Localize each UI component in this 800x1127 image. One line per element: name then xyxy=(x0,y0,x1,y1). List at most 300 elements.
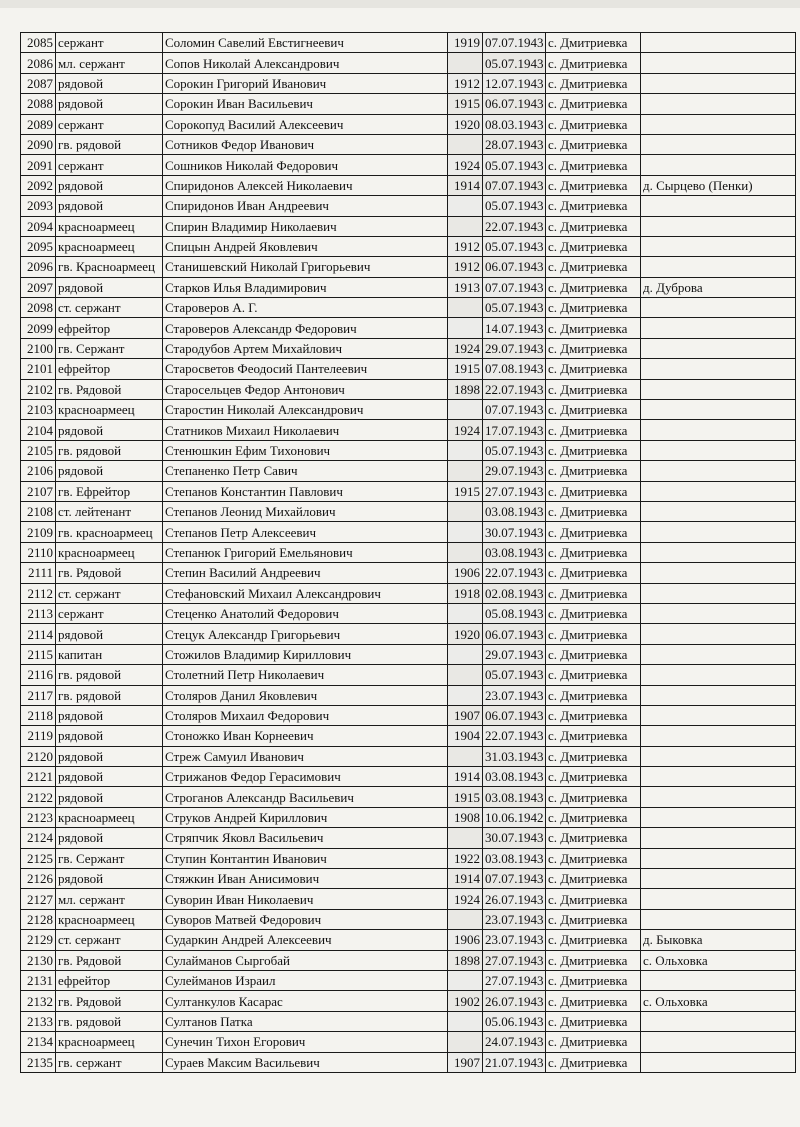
table-row xyxy=(21,318,796,338)
rank-cell: рядовой xyxy=(56,420,163,440)
death-date-cell: 07.07.1943 xyxy=(483,175,546,195)
note-cell xyxy=(641,685,796,705)
death-date-cell: 22.07.1943 xyxy=(483,726,546,746)
rank-cell: рядовой xyxy=(56,705,163,725)
table-row xyxy=(21,787,796,807)
rank-cell: гв. рядовой xyxy=(56,134,163,154)
record-number: 2095 xyxy=(21,236,56,256)
rank-cell: красноармеец xyxy=(56,542,163,562)
death-date-cell: 28.07.1943 xyxy=(483,134,546,154)
table-row xyxy=(21,726,796,746)
death-date-cell: 27.07.1943 xyxy=(483,970,546,990)
birth-year-cell xyxy=(448,828,483,848)
death-date-cell: 06.07.1943 xyxy=(483,705,546,725)
record-number: 2127 xyxy=(21,889,56,909)
birth-year-cell: 1920 xyxy=(448,114,483,134)
record-number: 2126 xyxy=(21,869,56,889)
note-cell xyxy=(641,53,796,73)
death-date-cell: 22.07.1943 xyxy=(483,563,546,583)
note-cell xyxy=(641,114,796,134)
burial-place-cell: с. Дмитриевка xyxy=(546,665,641,685)
birth-year-cell: 1924 xyxy=(448,155,483,175)
note-cell xyxy=(641,624,796,644)
table-row xyxy=(21,481,796,501)
death-date-cell: 30.07.1943 xyxy=(483,522,546,542)
table-row xyxy=(21,461,796,481)
rank-cell: ефрейтор xyxy=(56,970,163,990)
note-cell xyxy=(641,318,796,338)
birth-year-cell: 1913 xyxy=(448,277,483,297)
rank-cell: сержант xyxy=(56,603,163,623)
name-cell: Соломин Савелий Евстигнеевич xyxy=(163,33,448,53)
birth-year-cell: 1914 xyxy=(448,175,483,195)
name-cell: Султанкулов Касарас xyxy=(163,991,448,1011)
death-date-cell: 29.07.1943 xyxy=(483,644,546,664)
table-row xyxy=(21,991,796,1011)
rank-cell: красноармеец xyxy=(56,1032,163,1052)
name-cell: Стенюшкин Ефим Тихонович xyxy=(163,440,448,460)
burial-place-cell: с. Дмитриевка xyxy=(546,991,641,1011)
table-row xyxy=(21,277,796,297)
rank-cell: гв. Сержант xyxy=(56,848,163,868)
record-number: 2124 xyxy=(21,828,56,848)
birth-year-cell: 1898 xyxy=(448,950,483,970)
record-number: 2113 xyxy=(21,603,56,623)
rank-cell: гв. рядовой xyxy=(56,440,163,460)
birth-year-cell: 1915 xyxy=(448,787,483,807)
note-cell xyxy=(641,134,796,154)
rank-cell: рядовой xyxy=(56,73,163,93)
table-row xyxy=(21,53,796,73)
rank-cell: мл. сержант xyxy=(56,889,163,909)
death-date-cell: 07.07.1943 xyxy=(483,33,546,53)
note-cell xyxy=(641,705,796,725)
record-number: 2123 xyxy=(21,807,56,827)
note-cell xyxy=(641,501,796,521)
death-date-cell: 26.07.1943 xyxy=(483,889,546,909)
table-row xyxy=(21,542,796,562)
record-number: 2119 xyxy=(21,726,56,746)
record-number: 2098 xyxy=(21,298,56,318)
burial-place-cell: с. Дмитриевка xyxy=(546,440,641,460)
burial-place-cell: с. Дмитриевка xyxy=(546,277,641,297)
burial-place-cell: с. Дмитриевка xyxy=(546,461,641,481)
death-date-cell: 05.07.1943 xyxy=(483,665,546,685)
birth-year-cell: 1906 xyxy=(448,930,483,950)
birth-year-cell xyxy=(448,522,483,542)
record-number: 2114 xyxy=(21,624,56,644)
table-row xyxy=(21,1052,796,1072)
note-cell xyxy=(641,379,796,399)
record-number: 2120 xyxy=(21,746,56,766)
death-date-cell: 30.07.1943 xyxy=(483,828,546,848)
rank-cell: рядовой xyxy=(56,869,163,889)
birth-year-cell xyxy=(448,134,483,154)
note-cell xyxy=(641,73,796,93)
death-date-cell: 05.07.1943 xyxy=(483,298,546,318)
table-row xyxy=(21,33,796,53)
note-cell xyxy=(641,440,796,460)
death-date-cell: 07.07.1943 xyxy=(483,277,546,297)
rank-cell: гв. Рядовой xyxy=(56,950,163,970)
death-date-cell: 03.08.1943 xyxy=(483,787,546,807)
name-cell: Сунечин Тихон Егорович xyxy=(163,1032,448,1052)
rank-cell: гв. Рядовой xyxy=(56,991,163,1011)
rank-cell: гв. Рядовой xyxy=(56,563,163,583)
rank-cell: рядовой xyxy=(56,787,163,807)
burial-place-cell: с. Дмитриевка xyxy=(546,746,641,766)
burial-place-cell: с. Дмитриевка xyxy=(546,94,641,114)
name-cell: Статников Михаил Николаевич xyxy=(163,420,448,440)
death-date-cell: 06.07.1943 xyxy=(483,257,546,277)
record-number: 2116 xyxy=(21,665,56,685)
note-cell xyxy=(641,1032,796,1052)
birth-year-cell xyxy=(448,1011,483,1031)
record-number: 2135 xyxy=(21,1052,56,1072)
table-row xyxy=(21,175,796,195)
birth-year-cell: 1912 xyxy=(448,73,483,93)
burial-roster-table xyxy=(20,32,796,1073)
table-row xyxy=(21,950,796,970)
burial-place-cell: с. Дмитриевка xyxy=(546,767,641,787)
note-cell xyxy=(641,869,796,889)
burial-place-cell: с. Дмитриевка xyxy=(546,114,641,134)
table-row xyxy=(21,869,796,889)
record-number: 2121 xyxy=(21,767,56,787)
rank-cell: гв. Рядовой xyxy=(56,379,163,399)
burial-place-cell: с. Дмитриевка xyxy=(546,624,641,644)
birth-year-cell xyxy=(448,501,483,521)
death-date-cell: 22.07.1943 xyxy=(483,379,546,399)
name-cell: Старосветов Феодосий Пантелеевич xyxy=(163,359,448,379)
name-cell: Стожилов Владимир Кириллович xyxy=(163,644,448,664)
rank-cell: гв. красноармеец xyxy=(56,522,163,542)
death-date-cell: 08.03.1943 xyxy=(483,114,546,134)
burial-place-cell: с. Дмитриевка xyxy=(546,787,641,807)
birth-year-cell xyxy=(448,909,483,929)
note-cell xyxy=(641,542,796,562)
birth-year-cell: 1898 xyxy=(448,379,483,399)
note-cell xyxy=(641,603,796,623)
burial-place-cell: с. Дмитриевка xyxy=(546,950,641,970)
burial-place-cell: с. Дмитриевка xyxy=(546,400,641,420)
death-date-cell: 12.07.1943 xyxy=(483,73,546,93)
rank-cell: красноармеец xyxy=(56,909,163,929)
table-row xyxy=(21,930,796,950)
name-cell: Сотников Федор Иванович xyxy=(163,134,448,154)
table-row xyxy=(21,807,796,827)
name-cell: Стефановский Михаил Александрович xyxy=(163,583,448,603)
table-row xyxy=(21,848,796,868)
rank-cell: гв. сержант xyxy=(56,1052,163,1072)
birth-year-cell: 1918 xyxy=(448,583,483,603)
rank-cell: рядовой xyxy=(56,726,163,746)
record-number: 2093 xyxy=(21,196,56,216)
birth-year-cell xyxy=(448,400,483,420)
rank-cell: ст. сержант xyxy=(56,583,163,603)
rank-cell: гв. рядовой xyxy=(56,1011,163,1031)
table-row xyxy=(21,746,796,766)
note-cell xyxy=(641,807,796,827)
note-cell xyxy=(641,94,796,114)
rank-cell: рядовой xyxy=(56,624,163,644)
birth-year-cell: 1908 xyxy=(448,807,483,827)
death-date-cell: 29.07.1943 xyxy=(483,338,546,358)
death-date-cell: 05.07.1943 xyxy=(483,155,546,175)
page-top-edge xyxy=(0,0,800,8)
rank-cell: рядовой xyxy=(56,461,163,481)
burial-place-cell: с. Дмитриевка xyxy=(546,134,641,154)
death-date-cell: 03.08.1943 xyxy=(483,767,546,787)
name-cell: Спиридонов Алексей Николаевич xyxy=(163,175,448,195)
name-cell: Стяжкин Иван Анисимович xyxy=(163,869,448,889)
rank-cell: рядовой xyxy=(56,828,163,848)
table-row xyxy=(21,1011,796,1031)
table-row xyxy=(21,603,796,623)
note-cell xyxy=(641,257,796,277)
record-number: 2097 xyxy=(21,277,56,297)
note-cell xyxy=(641,583,796,603)
note-cell xyxy=(641,522,796,542)
record-number: 2100 xyxy=(21,338,56,358)
burial-place-cell: с. Дмитриевка xyxy=(546,970,641,990)
record-number: 2088 xyxy=(21,94,56,114)
record-number: 2134 xyxy=(21,1032,56,1052)
death-date-cell: 05.07.1943 xyxy=(483,53,546,73)
name-cell: Суворов Матвей Федорович xyxy=(163,909,448,929)
name-cell: Степанов Константин Павлович xyxy=(163,481,448,501)
name-cell: Спирин Владимир Николаевич xyxy=(163,216,448,236)
note-cell xyxy=(641,726,796,746)
burial-place-cell: с. Дмитриевка xyxy=(546,909,641,929)
record-number: 2106 xyxy=(21,461,56,481)
record-number: 2109 xyxy=(21,522,56,542)
record-number: 2131 xyxy=(21,970,56,990)
death-date-cell: 05.07.1943 xyxy=(483,236,546,256)
record-number: 2099 xyxy=(21,318,56,338)
rank-cell: рядовой xyxy=(56,767,163,787)
death-date-cell: 07.07.1943 xyxy=(483,869,546,889)
record-number: 2118 xyxy=(21,705,56,725)
birth-year-cell: 1924 xyxy=(448,420,483,440)
name-cell: Спиридонов Иван Андреевич xyxy=(163,196,448,216)
record-number: 2086 xyxy=(21,53,56,73)
record-number: 2092 xyxy=(21,175,56,195)
name-cell: Степанов Леонид Михайлович xyxy=(163,501,448,521)
record-number: 2130 xyxy=(21,950,56,970)
table-row xyxy=(21,828,796,848)
name-cell: Староверов А. Г. xyxy=(163,298,448,318)
birth-year-cell: 1906 xyxy=(448,563,483,583)
record-number: 2101 xyxy=(21,359,56,379)
birth-year-cell: 1912 xyxy=(448,236,483,256)
birth-year-cell: 1915 xyxy=(448,481,483,501)
birth-year-cell: 1920 xyxy=(448,624,483,644)
name-cell: Староверов Александр Федорович xyxy=(163,318,448,338)
burial-place-cell: с. Дмитриевка xyxy=(546,236,641,256)
name-cell: Сопов Николай Александрович xyxy=(163,53,448,73)
birth-year-cell xyxy=(448,216,483,236)
burial-place-cell: с. Дмитриевка xyxy=(546,603,641,623)
table-row xyxy=(21,236,796,256)
table-row xyxy=(21,501,796,521)
birth-year-cell xyxy=(448,644,483,664)
birth-year-cell xyxy=(448,685,483,705)
death-date-cell: 06.07.1943 xyxy=(483,94,546,114)
birth-year-cell xyxy=(448,746,483,766)
burial-place-cell: с. Дмитриевка xyxy=(546,338,641,358)
record-number: 2110 xyxy=(21,542,56,562)
name-cell: Султанов Патка xyxy=(163,1011,448,1031)
rank-cell: красноармеец xyxy=(56,400,163,420)
name-cell: Старосельцев Федор Антонович xyxy=(163,379,448,399)
name-cell: Столяров Михаил Федорович xyxy=(163,705,448,725)
burial-place-cell: с. Дмитриевка xyxy=(546,807,641,827)
name-cell: Стоножко Иван Корнеевич xyxy=(163,726,448,746)
rank-cell: рядовой xyxy=(56,196,163,216)
death-date-cell: 23.07.1943 xyxy=(483,909,546,929)
record-number: 2089 xyxy=(21,114,56,134)
table-row xyxy=(21,563,796,583)
rank-cell: гв. рядовой xyxy=(56,685,163,705)
burial-place-cell: с. Дмитриевка xyxy=(546,583,641,603)
burial-place-cell: с. Дмитриевка xyxy=(546,889,641,909)
note-cell xyxy=(641,400,796,420)
note-cell xyxy=(641,359,796,379)
table-row xyxy=(21,359,796,379)
birth-year-cell xyxy=(448,196,483,216)
note-cell xyxy=(641,644,796,664)
burial-place-cell: с. Дмитриевка xyxy=(546,359,641,379)
record-number: 2108 xyxy=(21,501,56,521)
record-number: 2105 xyxy=(21,440,56,460)
table-row xyxy=(21,196,796,216)
rank-cell: гв. рядовой xyxy=(56,665,163,685)
burial-place-cell: с. Дмитриевка xyxy=(546,298,641,318)
record-number: 2087 xyxy=(21,73,56,93)
table-row xyxy=(21,705,796,725)
note-cell xyxy=(641,828,796,848)
table-row xyxy=(21,522,796,542)
table-row xyxy=(21,665,796,685)
birth-year-cell xyxy=(448,970,483,990)
record-number: 2104 xyxy=(21,420,56,440)
table-row xyxy=(21,379,796,399)
roster-body xyxy=(21,33,796,1073)
name-cell: Стреж Самуил Иванович xyxy=(163,746,448,766)
burial-place-cell: с. Дмитриевка xyxy=(546,542,641,562)
birth-year-cell: 1924 xyxy=(448,338,483,358)
table-row xyxy=(21,440,796,460)
rank-cell: мл. сержант xyxy=(56,53,163,73)
note-cell xyxy=(641,298,796,318)
birth-year-cell xyxy=(448,603,483,623)
table-row xyxy=(21,420,796,440)
table-row xyxy=(21,114,796,134)
note-cell xyxy=(641,1052,796,1072)
table-row xyxy=(21,970,796,990)
note-cell xyxy=(641,236,796,256)
birth-year-cell xyxy=(448,318,483,338)
record-number: 2112 xyxy=(21,583,56,603)
name-cell: Сураев Максим Васильевич xyxy=(163,1052,448,1072)
note-cell xyxy=(641,33,796,53)
note-cell xyxy=(641,155,796,175)
burial-place-cell: с. Дмитриевка xyxy=(546,563,641,583)
name-cell: Строганов Александр Васильевич xyxy=(163,787,448,807)
table-row xyxy=(21,155,796,175)
death-date-cell: 05.07.1943 xyxy=(483,196,546,216)
death-date-cell: 03.08.1943 xyxy=(483,848,546,868)
note-cell: с. Ольховка xyxy=(641,950,796,970)
rank-cell: красноармеец xyxy=(56,807,163,827)
death-date-cell: 03.08.1943 xyxy=(483,542,546,562)
burial-place-cell: с. Дмитриевка xyxy=(546,501,641,521)
table-row xyxy=(21,94,796,114)
rank-cell: сержант xyxy=(56,33,163,53)
rank-cell: ефрейтор xyxy=(56,318,163,338)
note-cell: д. Быковка xyxy=(641,930,796,950)
name-cell: Стеценко Анатолий Федорович xyxy=(163,603,448,623)
death-date-cell: 07.08.1943 xyxy=(483,359,546,379)
table-row xyxy=(21,338,796,358)
rank-cell: ст. сержант xyxy=(56,930,163,950)
name-cell: Сошников Николай Федорович xyxy=(163,155,448,175)
death-date-cell: 14.07.1943 xyxy=(483,318,546,338)
burial-place-cell: с. Дмитриевка xyxy=(546,1011,641,1031)
record-number: 2085 xyxy=(21,33,56,53)
note-cell: с. Ольховка xyxy=(641,991,796,1011)
note-cell xyxy=(641,420,796,440)
table-row xyxy=(21,134,796,154)
birth-year-cell: 1924 xyxy=(448,889,483,909)
table-row xyxy=(21,1032,796,1052)
death-date-cell: 05.07.1943 xyxy=(483,440,546,460)
burial-place-cell: с. Дмитриевка xyxy=(546,1032,641,1052)
death-date-cell: 03.08.1943 xyxy=(483,501,546,521)
birth-year-cell xyxy=(448,1032,483,1052)
name-cell: Стародубов Артем Михайлович xyxy=(163,338,448,358)
name-cell: Спицын Андрей Яковлевич xyxy=(163,236,448,256)
note-cell xyxy=(641,1011,796,1031)
table-row xyxy=(21,400,796,420)
record-number: 2096 xyxy=(21,257,56,277)
death-date-cell: 31.03.1943 xyxy=(483,746,546,766)
birth-year-cell: 1919 xyxy=(448,33,483,53)
burial-place-cell: с. Дмитриевка xyxy=(546,685,641,705)
record-number: 2117 xyxy=(21,685,56,705)
rank-cell: сержант xyxy=(56,114,163,134)
table-row xyxy=(21,889,796,909)
note-cell: д. Дуброва xyxy=(641,277,796,297)
name-cell: Степин Василий Андреевич xyxy=(163,563,448,583)
record-number: 2133 xyxy=(21,1011,56,1031)
note-cell xyxy=(641,767,796,787)
record-number: 2102 xyxy=(21,379,56,399)
death-date-cell: 06.07.1943 xyxy=(483,624,546,644)
record-number: 2128 xyxy=(21,909,56,929)
burial-place-cell: с. Дмитриевка xyxy=(546,379,641,399)
record-number: 2090 xyxy=(21,134,56,154)
note-cell xyxy=(641,848,796,868)
rank-cell: рядовой xyxy=(56,175,163,195)
birth-year-cell xyxy=(448,542,483,562)
record-number: 2129 xyxy=(21,930,56,950)
death-date-cell: 05.06.1943 xyxy=(483,1011,546,1031)
note-cell xyxy=(641,909,796,929)
death-date-cell: 21.07.1943 xyxy=(483,1052,546,1072)
record-number: 2115 xyxy=(21,644,56,664)
